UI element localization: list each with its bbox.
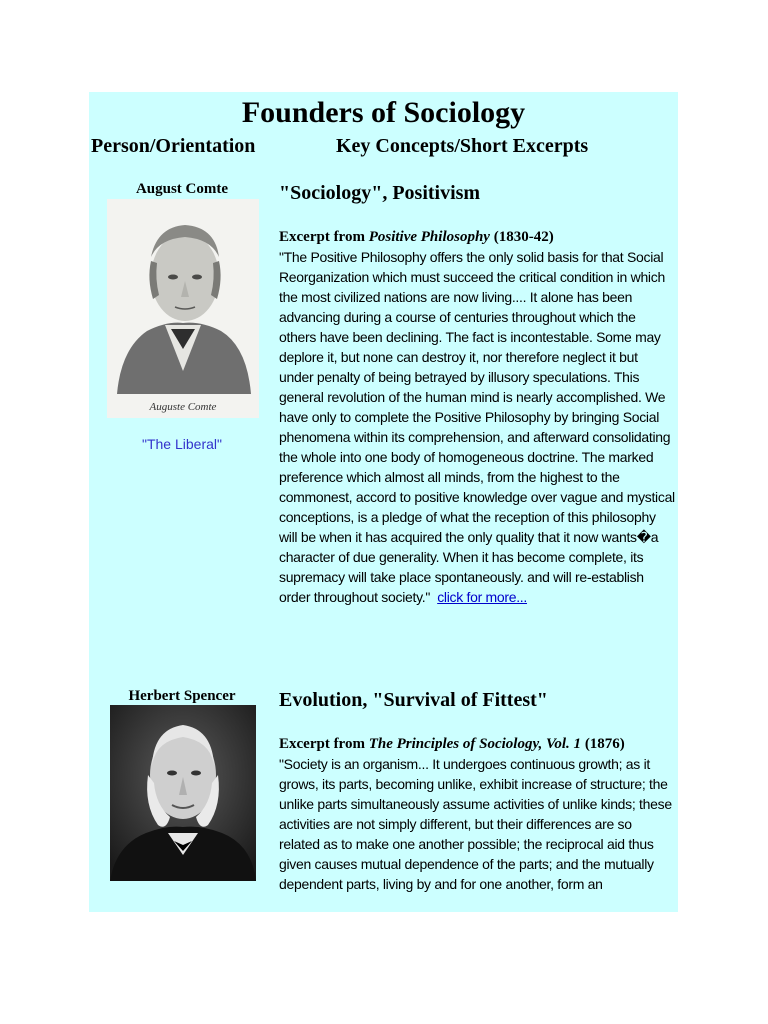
entry-spencer [279, 688, 675, 894]
column-header-concepts: Key Concepts/Short Excerpts [336, 135, 589, 157]
excerpt-heading-comte: Excerpt from Positive Philosophy (1830-42) [279, 229, 554, 245]
person-name-comte: August Comte [135, 181, 229, 197]
spencer-portrait-image [110, 705, 256, 881]
page-title: Founders of Sociology [241, 96, 526, 129]
concept-heading-spencer: Evolution, "Survival of Fittest" [279, 689, 548, 711]
entry-comte [279, 181, 675, 607]
excerpt-heading-spencer: Excerpt from The Principles of Sociology, Vol. 1 (1876) [279, 736, 625, 752]
content-panel [89, 92, 678, 912]
click-for-more-link[interactable]: click for more... [437, 589, 527, 605]
concept-heading-comte: "Sociology", Positivism [279, 182, 481, 204]
svg-text:Auguste Comte: Auguste Comte [149, 401, 217, 413]
column-header-person: Person/Orientation [91, 135, 256, 157]
excerpt-text-spencer: "Society is an organism... It undergoes continuous growth; as it grows, its parts, becoming unlike, exhibit increase of structure; the unlike parts simultaneously assume activities of unlike kinds; these activities are not simply different, but their differences are so related as to make one another possible; the reciprocal aid thus given causes mutual dependence of the parts; and the mutually dependent parts, living by and for one another, form an [279, 756, 672, 892]
person-name-spencer: Herbert Spencer [128, 688, 236, 704]
orientation-comte: "The Liberal" [142, 436, 222, 452]
comte-portrait-image [107, 199, 259, 418]
excerpt-text-comte: "The Positive Philosophy offers the only solid basis for that Social Reorganization which must succeed the critical condition in which the most civilized nations are now living.... It alone has been advancing during a course of centuries throughout which the others have been declining. The fact is incontestable. Some may deplore it, but none can destroy it, nor therefore neglect it but under penalty of being betrayed by illusory speculations. This general revolution of the human mind is nearly accomplished. We have only to complete the Positive Philosophy by bringing Social phenomena within its comprehension, and afterward consolidating the whole into one body of homogeneous doctrine. The marked preference which almost all minds, from the highest to the commonest, accord to positive knowledge over vague and mystical conceptions, is a pledge of what the reception of this philosophy will be when it has acquired the only quality that it now wants�a character of due generality. When it has become complete, its supremacy will take place spontaneously. and will re-establish order throughout society." click for more... [279, 249, 675, 605]
